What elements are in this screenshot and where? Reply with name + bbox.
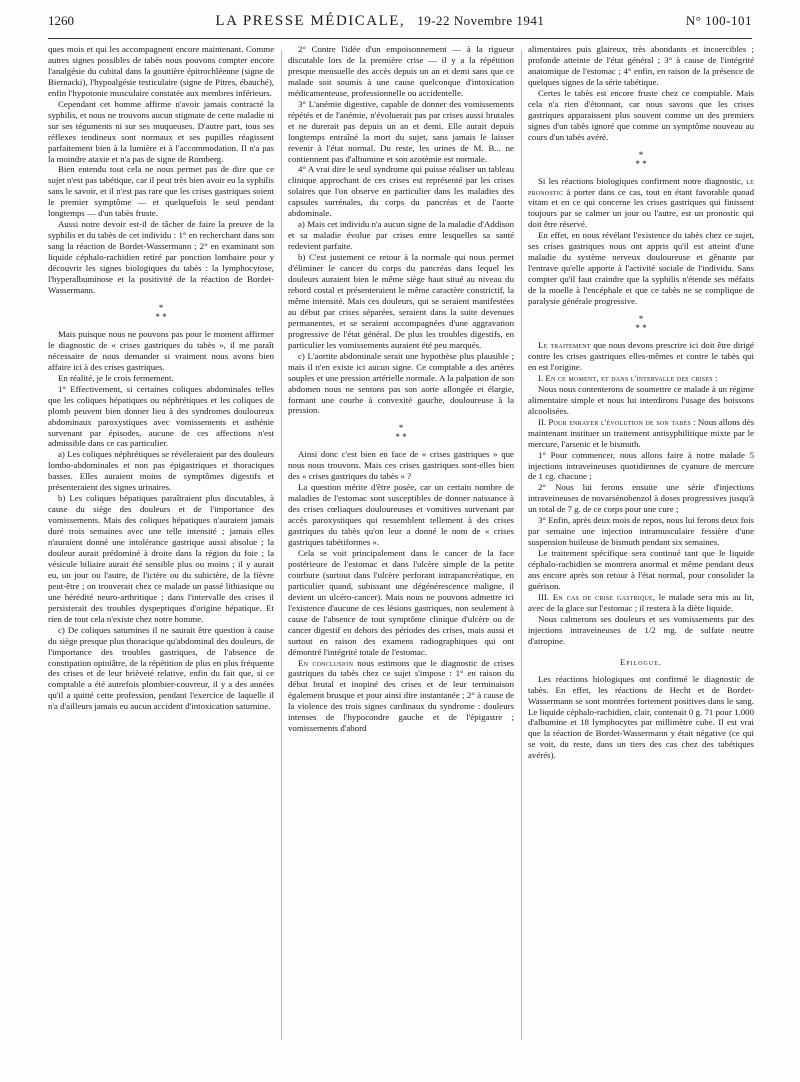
paragraph-text: II. [538, 416, 549, 427]
paragraph: Le traitement spécifique sera continué tant que le liquide céphalo-rachidien se montrera anormal et même pendant deux ans encore après son retour à l'état normal, pour consolider la guérison. [528, 548, 754, 591]
paragraph: c) L'aortite abdominale serait une hypothèse plus plausible ; mais il n'en existe ici aucun signe. Ce comptable a des artères souples et une pression artérielle normale. A la palpation de son abdomen nous ne sentons pas son aorte allongée et élargie, formant une courbe à convexité gauche, douloureuse à la pression. [288, 350, 514, 416]
paragraph: a) Mais cet individu n'a aucun signe de la maladie d'Addison et sa maladie évolue par crises entre lesquelles sa santé redevient parfaite. [288, 219, 514, 252]
lead-in: En ce moment, et dans l'intervalle des crises [545, 372, 713, 383]
paragraph: Les réactions biologiques ont confirmé le diagnostic de tabès. En effet, les réactions de Hecht et de Bordet-Wassermann se sont montrées fortement positives dans le sang. Le liquide céphalo-rachidien, clair, contenait 0 g. 71 pour 1.000 d'albumine et 18 lymphocytes par millimètre cube. Il est vrai que la réaction de Bordet-Wassermann y était négative (ce qui se voit, du reste, dans un tiers des cas chez des tabétiques avérés). [528, 673, 754, 761]
paragraph: En effet, en nous révélant l'existence du tabès chez ce sujet, ses crises gastriques nous ont appris qu'il est atteint d'une maladie du système nerveux douloureuse et gênante par l'entrave qu'elle apporte à l'activité sociale de l'individu. Sans compter qu'il faut craindre que la syphilis n'étende ses méfaits de la moelle à l'encéphale et que ce tabès ne se complique de paralysie générale progressive. [528, 230, 754, 307]
paragraph-text: : [712, 372, 718, 383]
lead-in: En conclusion [298, 657, 354, 668]
section-separator [48, 304, 274, 322]
paragraph: 3° L'anémie digestive, capable de donner des vomissements répétés et de l'anémie, n'évoluerait pas par crises aussi brutales et ne durerait pas depuis un an et demi. Elle aurait depuis longtemps entraîné la mort du sujet, sans jamais le laisser revenir à l'état normal. Du reste, les urines de M. B... ne contiennent pas d'albumine et son azotémie est normale. [288, 98, 514, 164]
section-separator [288, 424, 514, 442]
paragraph: 1° Effectivement, si certaines coliques abdominales telles que les coliques hépatiques ou néphrétiques et les coliques de plomb peuvent bien donner lieu à des syndromes douloureux abdominaux paroxystiques avec vomissements et asthénie survenant par épisodes, aucune de ces affections n'est admissible dans ce cas particulier. [48, 383, 274, 449]
paragraph-text: I. [538, 372, 546, 383]
section-separator [528, 151, 754, 169]
paragraph-text: à porter dans ce cas, tout en étant favorable quoad vitam et en ce qui concerne les crises gastriques qui finissent toujours par se calmer un jour ou l'autre, est un pronostic qui doit être réservé. [528, 186, 754, 230]
paragraph [528, 340, 754, 373]
paragraph: c) De coliques saturnines il ne saurait être question à cause du siège presque plus thoracique qu'abdominal des douleurs, de l'importance des troubles gastriques, de l'absence de constipation opiniâtre, de la répétition de plus en plus fréquente des crises et de leur brièveté relative, enfin du fait que, si ce comptable a été autrefois plombier-couvreur, il y a des années qu'il a quitté cette profession, pendant l'exercice de laquelle il n'a d'ailleurs jamais eu aucun accident d'intoxication saturnine. [48, 624, 274, 712]
paragraph-text: nous estimons que le diagnostic de crises gastriques du tabès chez ce sujet s'impose : 1° en raison du début brutal et inopiné des crises et de leur terminaison également brusque et pour ainsi dire instantanée ; 2° à cause de la violence des trois signes cardinaux du syndrome : douleurs intenses de l'hypocondre gauche et de l'épigastre ; vomissements d'abord [288, 657, 514, 734]
paragraph: 3° Enfin, après deux mois de repos, nous lui ferons deux fois par semaine une injection intramusculaire fessière d'une suspension huileuse de bismuth pendant six semaines. [528, 515, 754, 548]
epilogue-heading: Epilogue. [620, 656, 662, 667]
paragraph: Nous calmerons ses douleurs et ses vomissements par des injections intraveineuses de 1/2 mg. de sulfate neutre d'atropine. [528, 613, 754, 646]
paragraph: b) Les coliques hépatiques paraîtraient plus discutables, à cause du siège des douleurs et de l'importance des vomissements. Mais des coliques hépatiques n'auraient jamais duré trois semaines avec une telle intensité ; jamais elles n'auraient donné une intolérance gastrique aussi absolue ; la douleur aurait prédominé à droite dans la région du foie ; la vésicule biliaire aurait été sensible plus ou moins ; il y aurait eu, un jour ou l'autre, de l'ictère ou du subictère, de la fièvre peut-être ; on trouverait chez ce malade un passé lithiasique ou une hérédité neuro-arthritique ; dans l'intervalle des crises il persisterait des troubles dyspeptiques d'origine hépatique. Et rien de tout cela n'existe chez notre homme. [48, 493, 274, 624]
paragraph: 4° A vrai dire le seul syndrome qui puisse réaliser un tableau clinique approchant de ces crises est représenté par les crises solaires que l'on observe en particulier dans les maladies des capsules surrénales, du corps du pancréas et de l'aorte abdominale. [288, 164, 514, 219]
paragraph: a) Les coliques néphrétiques se révéleraient par des douleurs lombo-abdominales et non pas épigastriques et thoraciques basses. Elles auraient moins de symptômes digestifs et présenteraient des signes urinaires. [48, 449, 274, 493]
paragraph-text: : Nous allons dès maintenant instituer un traitement antisyphilitique mixte par le mercure, l'arsenic et le bismuth. [528, 416, 754, 449]
page-number: 1260 [48, 13, 74, 28]
paragraph: La question mérite d'être posée, car un certain nombre de maladies de l'estomac sont susceptibles de donner naissance à des crises cœliaques douloureuses et vomitives survenant par accès paroxystiques qui ressemblent tellement à des crises gastriques du tabès qu'on leur a donné le nom de « crises gastriques tabétiformes ». [288, 482, 514, 548]
paragraph-text: III. [538, 591, 553, 602]
paragraph [528, 592, 754, 614]
paragraph: 2° Nous lui ferons ensuite une série d'injections intraveineuses de novarsénobenzol à doses progressives jusqu'à un total de 7 g. de ce corps pour une cure ; [528, 482, 754, 515]
separator-star: * [638, 149, 644, 160]
section-separator [528, 315, 754, 333]
column-3 [528, 44, 754, 1044]
paragraph: 2° Contre l'idée d'un empoisonnement — à la rigueur discutable lors de la première crise — il y a la répétition presque mensuelle des accès depuis un an et demi sans que ce malade soit soumis à une cause quelconque d'intoxication médicamenteuse, professionnelle ou accidentelle. [288, 44, 514, 98]
page-header [48, 12, 752, 39]
paragraph-text: Si les réactions biologiques confirment notre diagnostic, [538, 175, 747, 186]
paragraph [528, 373, 754, 384]
lead-in: le pronostic [528, 175, 754, 197]
paragraph: alimentaires puis glaireux, très abondants et incoercibles ; profonde atteinte de l'état général ; 3° à cause de l'intégrité anatomique de l'estomac ; 4° enfin, en raison de la présence de quelques signes de la série tabétique. [528, 44, 754, 87]
paragraph: b) C'est justement ce retour à la normale qui nous permet d'éliminer le cancer du corps du pancréas dans lequel les douleurs auraient bien le même siège haut situé au niveau du rebord costal et présenteraient le même caractère constrictif, la même intensité. Mais ces douleurs, qui se seraient manifestées au début par crises séparées, seraient dans la suite devenues permanentes, et se seraient accompagnées d'une aggravation progressive de l'état général. De plus les troubles digestifs, en particulier les vomissements auraient été peu marqués. [288, 252, 514, 350]
paragraph: Cela se voit principalement dans le cancer de la face postérieure de l'estomac et dans l'ulcère simple de la petite courbure (surtout dans l'ulcère perforant intrapancréatique, en particulier quand, subissant une dégénérescence maligne, il devient un ulcéro-cancer). Mais nous ne pouvons admettre ici l'existence d'aucune de ces lésions gastriques, non seulement à cause de l'absence de tout symptôme clinique d'ulcère ou de cancer digestif en dehors des périodes des crises, mais aussi et surtout en raison des examens radiographiques qui ont démontré l'intégrité totale de l'estomac. [288, 547, 514, 657]
paragraph-text: , le malade sera mis au lit, avec de la glace sur l'estomac ; il restera à la diète liquide. [528, 591, 754, 613]
separator-stars: * * [395, 432, 407, 443]
paragraph: Cependant cet homme affirme n'avoir jamais contracté la syphilis, et nous ne trouvons aucun stigmate de cette maladie ni sur ses téguments ni sur ses muqueuses. D'autre part, tous ses réflexes tendineux sont normaux et ses pupilles réagissent parfaitement bien à la lumière et à l'accommodation. Il n'a pas la moindre ataxie et n'a pas de signe de Romberg. [48, 98, 274, 164]
article-columns [48, 44, 754, 1044]
lead-in: Le traitement [538, 340, 591, 351]
separator-stars: * * [635, 158, 647, 169]
paragraph: Certes le tabès est encore fruste chez ce comptable. Mais cela n'a rien d'étonnant, car nous savons que les crises gastriques apparaissent plus souvent comme un des premiers signes d'un tabès ignoré que comme un symptôme nouveau au cours d'un tabès avéré. [528, 87, 754, 142]
separator-stars: * * [635, 323, 647, 334]
lead-in: Pour enrayer l'évolution de son tabès [548, 416, 691, 427]
paragraph: Bien entendu tout cela ne nous permet pas de dire que ce sujet n'est pas tabétique, car il peut très bien avoir eu la syphilis sans le savoir, et il n'est pas rare que les crises gastriques soient le premier symptôme — et quelquefois le seul pendant longtemps — d'un tabès fruste. [48, 164, 274, 219]
column-2 [288, 44, 514, 1044]
paragraph: Ainsi donc c'est bien en face de « crises gastriques » que nous nous trouvons. Mais ces crises gastriques sont-elles bien des « crises gastriques du tabès » ? [288, 449, 514, 482]
issue-date: 19-22 Novembre 1941 [417, 13, 545, 28]
journal-title: LA PRESSE MÉDICALE, [215, 13, 406, 29]
paragraph [288, 658, 514, 735]
separator-star: * [158, 302, 164, 313]
issue-number: N° 100-101 [685, 13, 752, 28]
paragraph [528, 417, 754, 450]
paragraph-text: que nous devons prescrire ici doit être dirigé contre les crises gastriques elles-mêmes et contre le tabès qui en est l'origine. [528, 340, 754, 372]
paragraph [528, 176, 754, 231]
column-1 [48, 44, 274, 1044]
masthead [215, 12, 544, 30]
lead-in: En cas de crise gastrique [552, 591, 653, 602]
paragraph: Mais puisque nous ne pouvons pas pour le moment affirmer le diagnostic de « crises gastriques du tabès », il me paraît nécessaire de nous demander si vraiment nous avons bien affaire ici à des crises gastriques. [48, 328, 274, 372]
paragraph: 1° Pour commencer, nous allons faire à notre malade 5 injections intraveineuses quotidiennes de cyanure de mercure de 1 cg. chacune ; [528, 449, 754, 482]
separator-star: * [398, 423, 404, 434]
separator-star: * [638, 314, 644, 325]
paragraph: Aussi notre devoir est-il de tâcher de faire la preuve de la syphilis et du tabès de cet individu : 1° en recherchant dans son sang la réaction de Bordet-Wassermann ; 2° en examinant son liquide céphalo-rachidien retiré par ponction lombaire pour y découvrir les signes biologiques du tabès : la lymphocytose, l'hyperalbuminose et la positivité de la réaction de Bordet-Wassermann. [48, 219, 274, 295]
paragraph: En réalité, je le crois fermement. [58, 372, 174, 383]
paragraph: Nous nous contenterons de soumettre ce malade à un régime alimentaire simple et nous lui interdirons l'usage des boissons alcoolisées. [528, 383, 754, 416]
separator-stars: * * [155, 311, 167, 322]
paragraph: ques mois et qui les accompagnent encore maintenant. Comme autres signes possibles de tabès nous pouvons compter encore l'analgésie du cubital dans la gouttière épitrochléenne (signe de Biernacki), l'hypoalgésie testiculaire (signe de Pitres, ébauché), enfin l'hypotonie musculaire constatée aux membres inférieurs. [48, 44, 274, 98]
